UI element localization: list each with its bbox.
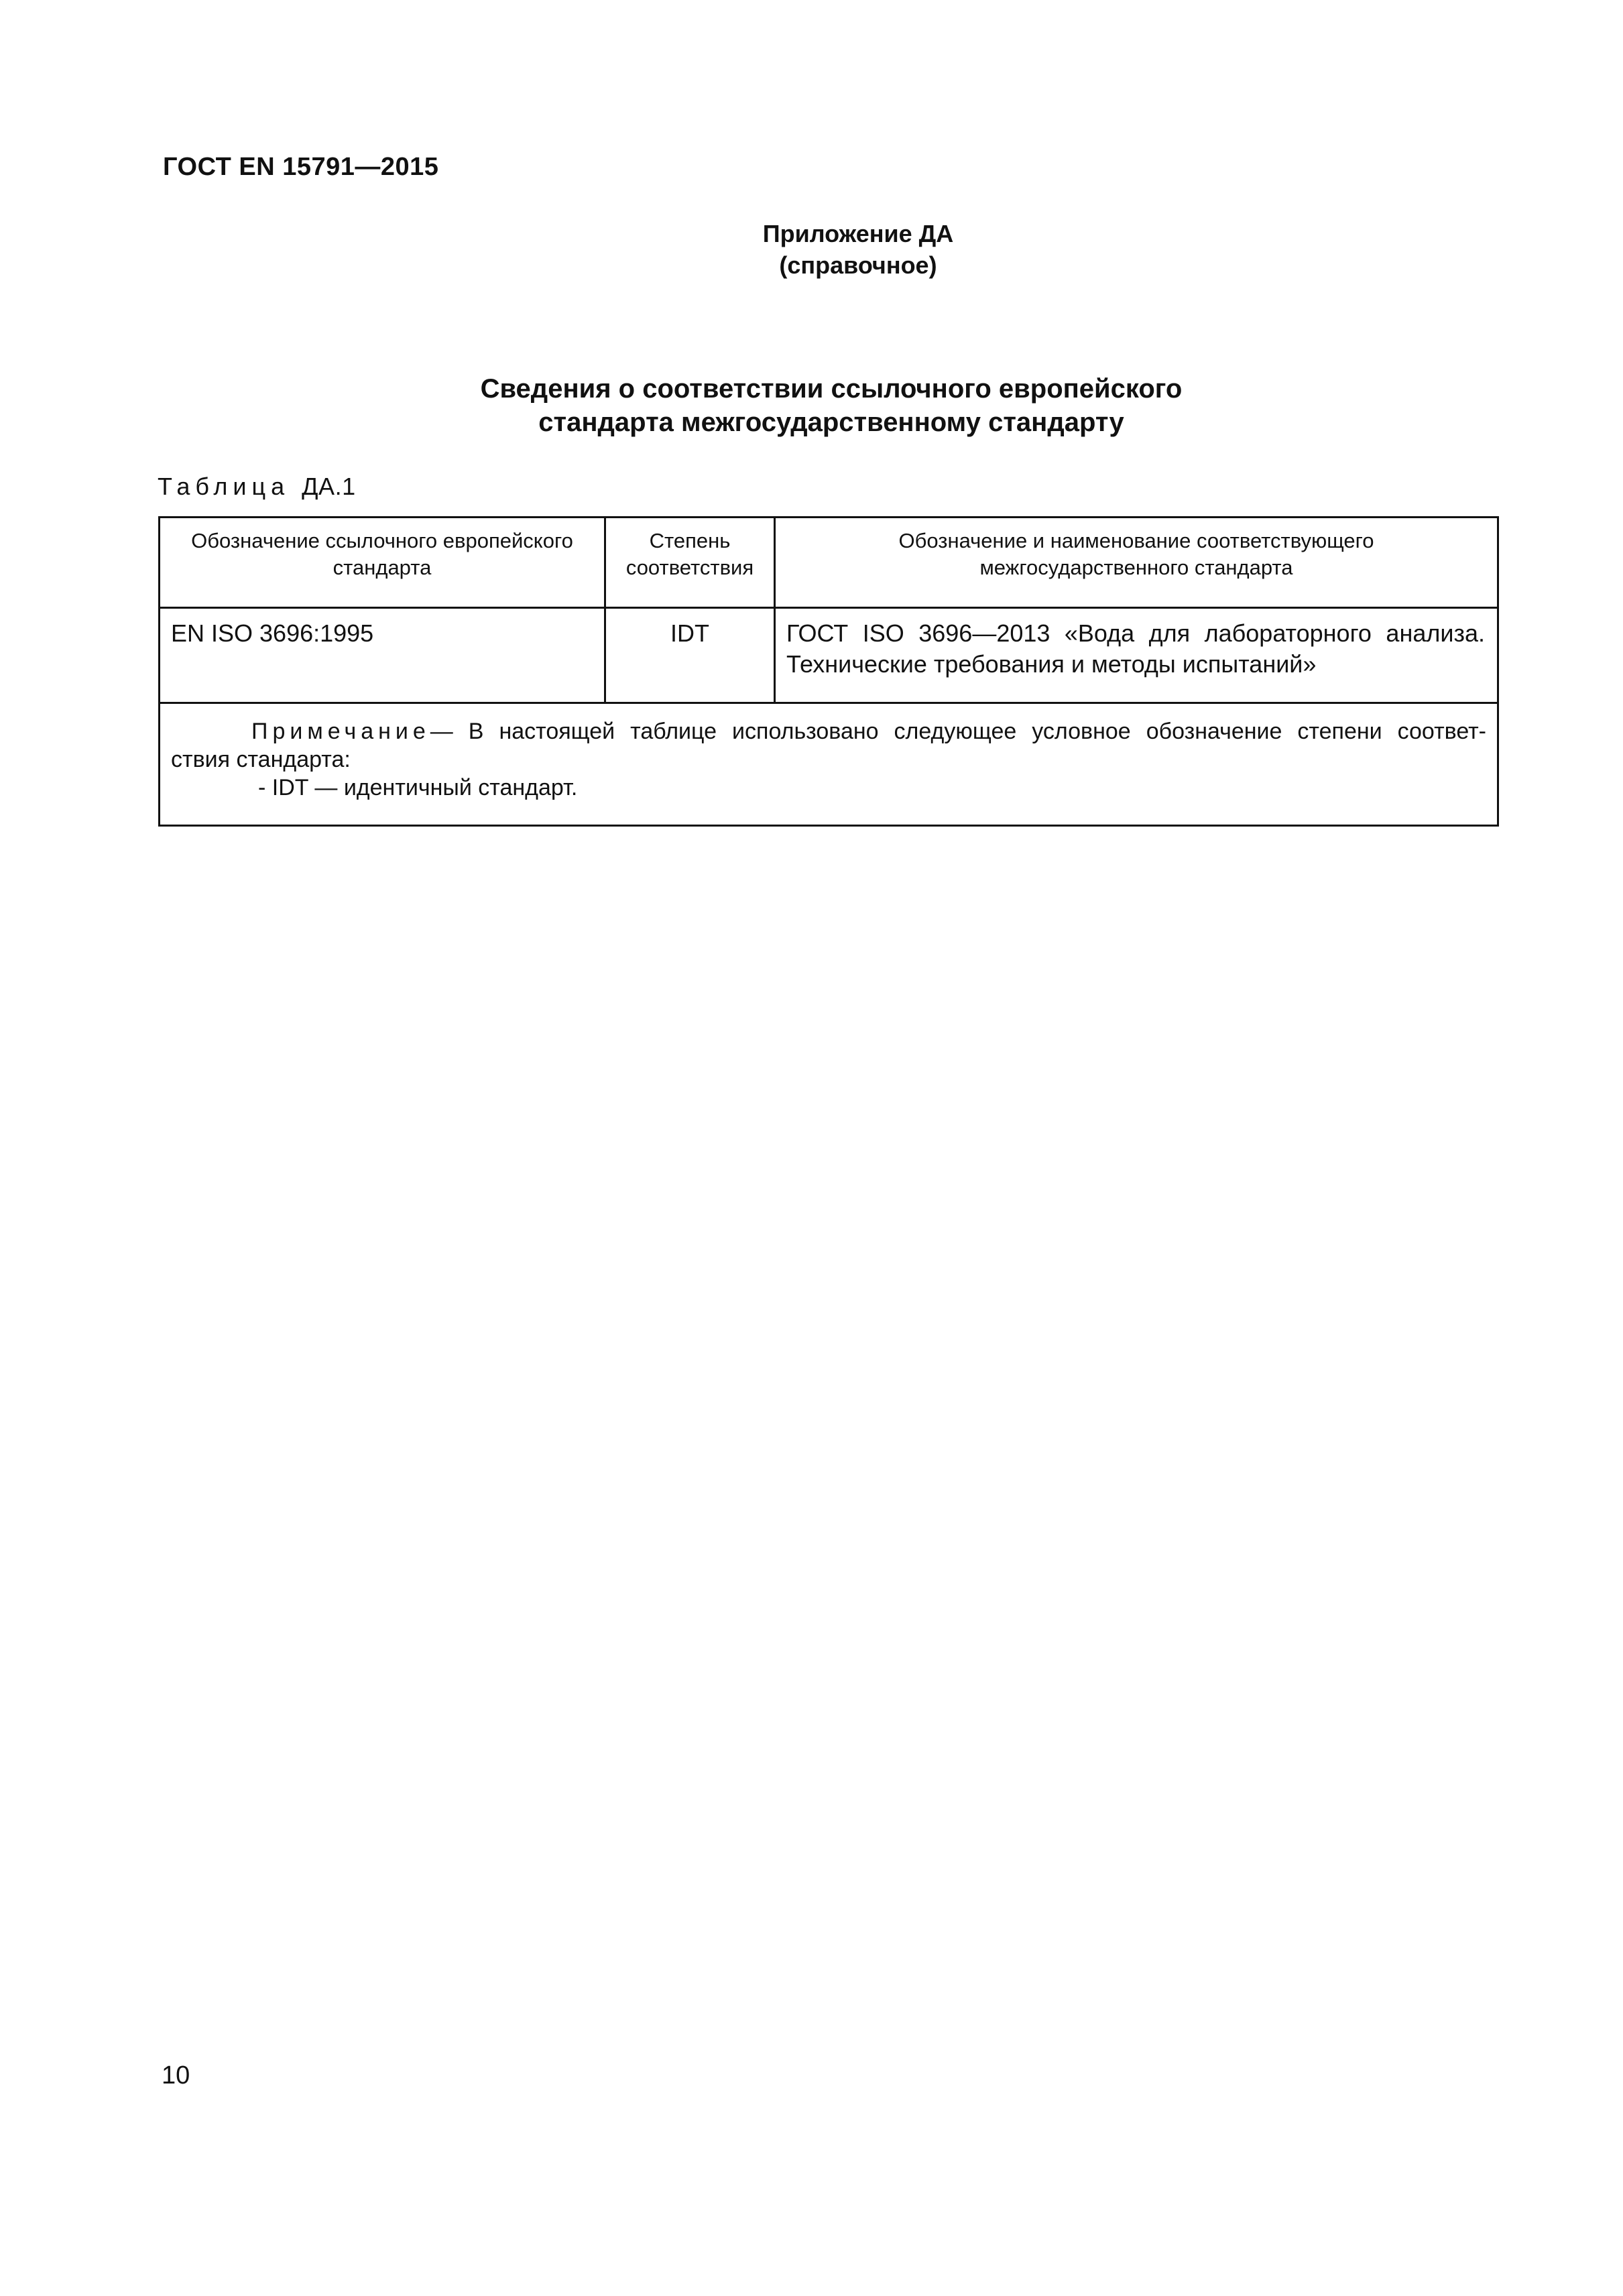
section-title (335, 372, 1327, 439)
section-title-line2: стандарта межгосударственному стандарту (538, 408, 1124, 437)
table-note-row (160, 703, 1498, 826)
appendix-heading (670, 218, 1046, 281)
table-caption-number: ДА.1 (302, 473, 356, 500)
table-row (160, 608, 1498, 703)
note-text-line2: ствия стандарта: (171, 747, 351, 772)
table-note (160, 703, 1498, 826)
header-designation: Обозначение ссылочного европейского стандарта (160, 518, 605, 608)
document-code: ГОСТ EN 15791—2015 (163, 153, 439, 181)
page-number: 10 (162, 2061, 190, 2090)
correspondence-table (158, 516, 1499, 827)
header-degree: Степень соответствия (605, 518, 775, 608)
cell-gost: ГОСТ ISO 3696—2013 «Вода для лабораторного анализа. Технические требования и методы испытаний» (775, 608, 1498, 703)
note-label: Примечание (251, 719, 430, 744)
section-title-line1: Сведения о соответствии ссылочного европейского (480, 374, 1183, 404)
table-caption-label: Таблица (158, 473, 290, 500)
cell-degree: IDT (605, 608, 775, 703)
header-gost: Обозначение и наименование соответствующего межгосударственного стандарта (775, 518, 1498, 608)
note-item: - IDT — идентичный стандарт. (258, 775, 578, 800)
appendix-title: Приложение ДА (762, 220, 954, 247)
note-text-line1: — В настоящей таблице использовано следующее условное обозначение степени соответ- (430, 719, 1486, 744)
appendix-subtitle: (справочное) (779, 251, 937, 279)
table-header-row (160, 518, 1498, 608)
cell-designation: EN ISO 3696:1995 (160, 608, 605, 703)
table-caption (158, 473, 356, 501)
